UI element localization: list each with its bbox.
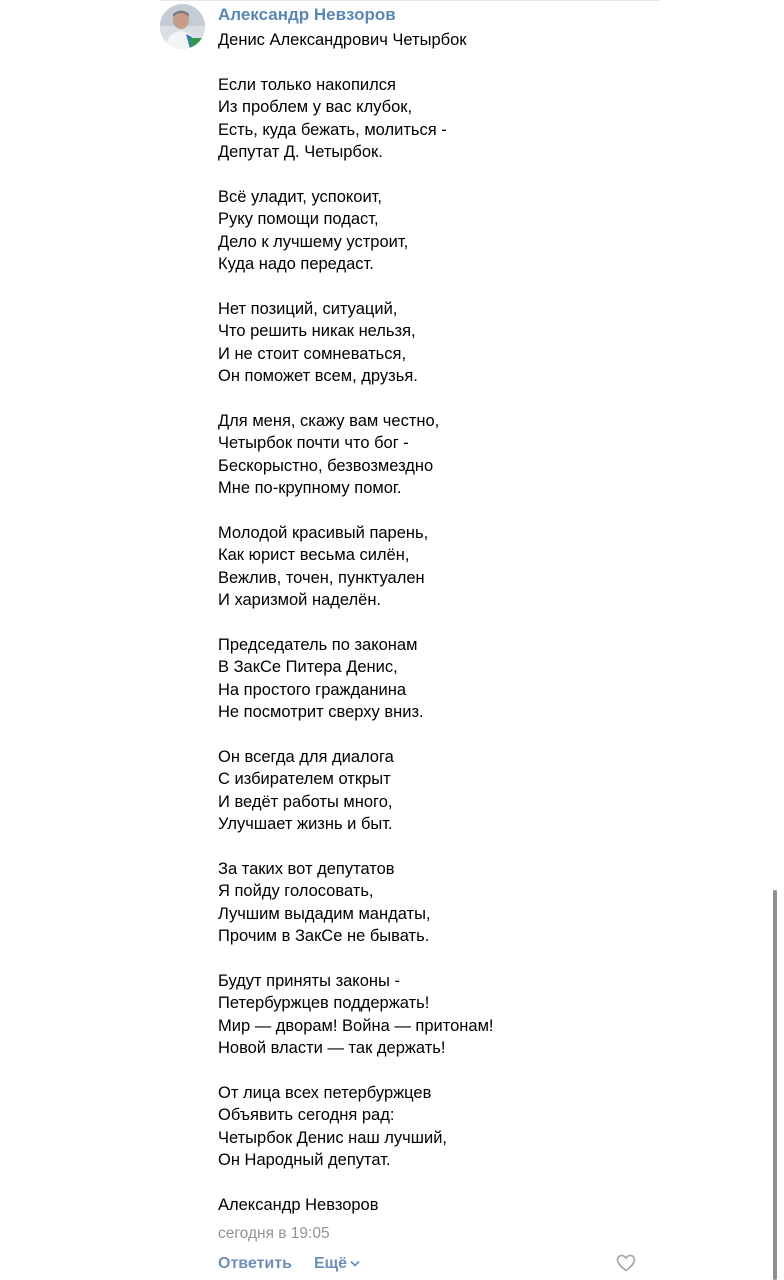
comment-line: Улучшает жизнь и быт. [218, 815, 393, 834]
comment-line: На простого гражданина [218, 680, 407, 699]
comment-stanza [218, 298, 738, 388]
comment-line: Не посмотрит сверху вниз. [218, 703, 424, 722]
comment-line: Если только накопился [218, 75, 396, 94]
comment-stanza [218, 970, 738, 1060]
scrollbar[interactable] [773, 890, 777, 1280]
comment-line: Председатель по законам [218, 635, 418, 654]
comment-stanza [218, 1082, 738, 1172]
comment-line: Он всегда для диалога [218, 747, 394, 766]
comment-line: Он поможет всем, друзья. [218, 367, 418, 386]
comment-line: Четырбок Денис наш лучший, [218, 1128, 448, 1147]
comment-line: Нет позиций, ситуаций, [218, 299, 398, 318]
comment-line: Лучшим выдадим мандаты, [218, 904, 431, 923]
comment-line: Что решить никак нельзя, [218, 322, 416, 341]
comment-line: Петербуржцев поддержать! [218, 994, 430, 1013]
comment-stanza [218, 746, 738, 836]
more-button-label: Ещё [313, 1255, 348, 1272]
comment-actions [218, 1253, 360, 1275]
comment-line: Мир — дворам! Война — притонам! [218, 1016, 494, 1035]
comment-line: Будут приняты законы - [218, 971, 400, 990]
heart-icon[interactable] [616, 1254, 636, 1272]
comment-stanza [218, 186, 738, 276]
comment-line: И ведёт работы много, [218, 792, 393, 811]
comment-author-link[interactable]: Александр Невзоров [218, 5, 396, 24]
avatar-image [160, 4, 205, 49]
top-divider [160, 0, 660, 1]
comment-line: Молодой красивый парень, [218, 523, 429, 542]
comment-text [218, 29, 738, 1239]
comment-line: Я пойду голосовать, [218, 882, 374, 901]
comment-line: Вежлив, точен, пунктуален [218, 568, 425, 587]
comment-line: Четырбок почти что бог - [218, 434, 409, 453]
chevron-down-icon [350, 1260, 360, 1268]
comment-stanza [218, 858, 738, 948]
comment-line: Новой власти — так держать! [218, 1039, 446, 1058]
comment-stanza [218, 74, 738, 164]
comment-line: Из проблем у вас клубок, [218, 98, 413, 117]
comment-line: Денис Александрович Четырбок [218, 31, 467, 49]
comment-line: Бескорыстно, безвозмездно [218, 456, 434, 475]
comment-line: Объявить сегодня рад: [218, 1106, 395, 1125]
comment-stanza [218, 410, 738, 500]
comment-line: Куда надо передаст. [218, 255, 374, 274]
comment-line: С избирателем открыт [218, 770, 391, 789]
more-button[interactable] [314, 1255, 360, 1273]
comment-line: Всё уладит, успокоит, [218, 187, 382, 206]
comment-line: От лица всех петербуржцев [218, 1083, 432, 1102]
comment-line: За таких вот депутатов [218, 859, 395, 878]
comment-line: Он Народный депутат. [218, 1151, 391, 1170]
comment-timestamp[interactable]: сегодня в 19:05 [218, 1225, 330, 1242]
comment-line: Руку помощи подаст, [218, 210, 379, 229]
comment-line: Как юрист весьма силён, [218, 546, 410, 565]
comment-line: Александр Невзоров [218, 1195, 379, 1214]
comment-stanza [218, 29, 738, 51]
comment-line: Для меня, скажу вам честно, [218, 411, 440, 430]
comment-stanza [218, 522, 738, 612]
comment-line: Дело к лучшему устроит, [218, 232, 409, 251]
comment-line: Мне по-крупному помог. [218, 479, 402, 498]
comment-line: И харизмой наделён. [218, 591, 382, 610]
comment-line: И не стоит сомневаться, [218, 344, 407, 363]
comment-stanza [218, 1194, 738, 1216]
comment-line: Депутат Д. Четырбок. [218, 143, 383, 162]
avatar[interactable] [160, 4, 205, 49]
reply-button[interactable]: Ответить [218, 1255, 292, 1272]
comment-line: Есть, куда бежать, молиться - [218, 120, 447, 139]
comment-line: Прочим в ЗакСе не бывать. [218, 927, 430, 946]
comment-stanza [218, 634, 738, 724]
comment-line: В ЗакСе Питера Денис, [218, 658, 398, 677]
